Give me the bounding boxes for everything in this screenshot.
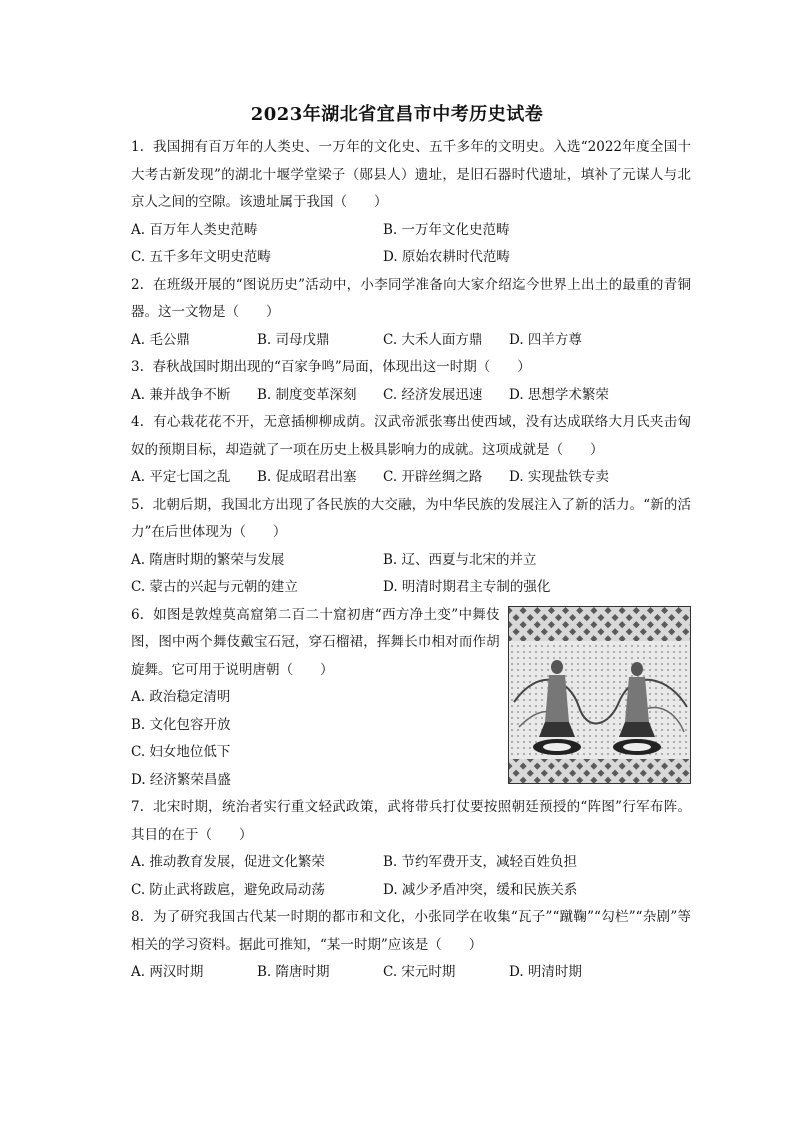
option-row [131, 217, 691, 245]
option-b[interactable]: B. 辽、西夏与北宋的并立 [383, 551, 537, 568]
option-d[interactable]: D. 减少矛盾冲突，缓和民族关系 [383, 881, 578, 898]
question-4 [131, 409, 691, 492]
question-stem: 6. 如图是敦煌莫高窟第二百二十窟初唐“西方净土变”中舞伎图，图中两个舞伎戴宝石冠，穿石榴裙，挥舞长巾相对而作胡旋舞。它可用于说明唐朝（ ） [131, 606, 500, 678]
question-6-text [131, 602, 500, 795]
question-stem: 3. 春秋战国时期出现的“百家争鸣”局面，体现出这一时期（ ） [131, 359, 531, 375]
option-row [131, 849, 691, 877]
option-row [131, 382, 691, 410]
question-stem: 1. 我国拥有百万年的人类史、一万年的文化史、五千多年的文明史。入选“2022年度全国十大考古新发现”的湖北十堰学堂梁子（郧县人）遗址，是旧石器时代遗址，填补了元谋人与北京人之间的空隙。该遗址属于我国（ ） [131, 139, 691, 210]
option-b[interactable]: B. 司母戊鼎 [257, 331, 330, 348]
option-row [131, 547, 691, 575]
option-d[interactable]: D. 原始农耕时代范畴 [383, 249, 510, 265]
question-8 [131, 904, 691, 987]
option-d[interactable]: D. 经济繁荣昌盛 [131, 771, 231, 788]
question-stem: 8. 为了研究我国古代某一时期的都市和文化，小张同学在收集“瓦子”“蹴鞠”“勾栏”“杂剧”等相关的学习资料。据此可推知，“某一时期”应该是（ ） [131, 909, 691, 953]
dunhuang-dancer-mural-image [508, 606, 691, 784]
option-a[interactable]: A. 隋唐时期的繁荣与发展 [131, 551, 285, 568]
option-d[interactable]: D. 明清时期 [509, 964, 582, 980]
option-b[interactable]: B. 促成昭君出塞 [257, 469, 357, 485]
option-c[interactable]: C. 妇女地位低下 [131, 744, 231, 760]
option-c[interactable]: C. 防止武将跋扈，避免政局动荡 [131, 881, 325, 898]
option-c[interactable]: C. 蒙古的兴起与元朝的建立 [131, 579, 298, 595]
option-a[interactable]: A. 政治稳定清明 [131, 689, 231, 705]
option-c[interactable]: C. 大禾人面方鼎 [383, 331, 483, 348]
option-a[interactable]: A. 平定七国之乱 [131, 469, 231, 485]
question-1 [131, 134, 691, 272]
option-b[interactable]: B. 隋唐时期 [257, 964, 330, 980]
option-d[interactable]: D. 实现盐铁专卖 [509, 469, 609, 485]
option-row [131, 959, 691, 987]
option-row [131, 244, 691, 272]
option-row [131, 327, 691, 355]
option-row [131, 877, 691, 905]
option-d[interactable]: D. 思想学术繁荣 [509, 386, 609, 403]
option-row [131, 574, 691, 602]
option-b[interactable]: B. 一万年文化史范畴 [383, 221, 510, 238]
option-a[interactable]: A. 推动教育发展，促进文化繁荣 [131, 854, 325, 870]
option-b[interactable]: B. 文化包容开放 [131, 716, 231, 733]
question-stem: 2. 在班级开展的“图说历史”活动中，小李同学准备向大家介绍迄今世界上出土的最重的青铜器。这一文物是（ ） [131, 276, 691, 320]
option-c[interactable]: C. 五千多年文明史范畴 [131, 249, 271, 265]
question-stem: 5. 北朝后期，我国北方出现了各民族的大交融，为中华民族的发展注入了新的活力。“新的活力”在后世体现为（ ） [131, 496, 691, 540]
question-stem: 4. 有心栽花花不开，无意插柳柳成荫。汉武帝派张骞出使西域，没有达成联络大月氏夹击匈奴的预期目标，却造就了一项在历史上极具影响力的成就。这项成就是（ ） [131, 414, 691, 458]
option-b[interactable]: B. 制度变革深刻 [257, 386, 357, 403]
mural-illustration [509, 607, 691, 783]
option-a[interactable]: A. 毛公鼎 [131, 331, 190, 348]
question-stem: 7. 北宋时期，统治者实行重文轻武政策，武将带兵打仗要按照朝廷预授的“阵图”行军布阵。其目的在于（ ） [131, 799, 691, 843]
option-c[interactable]: C. 宋元时期 [383, 964, 456, 980]
option-a[interactable]: A. 兼并战争不断 [131, 386, 231, 403]
option-row [131, 464, 691, 492]
option-a[interactable]: A. 百万年人类史范畴 [131, 221, 258, 238]
exam-title: 2023年湖北省宜昌市中考历史试卷 [250, 104, 544, 125]
question-2 [131, 272, 691, 355]
option-c[interactable]: C. 开辟丝绸之路 [383, 469, 483, 485]
option-d[interactable]: D. 明清时期君主专制的强化 [383, 579, 551, 595]
question-3 [131, 354, 691, 409]
question-7 [131, 794, 691, 904]
option-d[interactable]: D. 四羊方尊 [509, 331, 582, 348]
question-5 [131, 492, 691, 602]
question-6 [131, 602, 691, 795]
option-a[interactable]: A. 两汉时期 [131, 964, 204, 980]
option-c[interactable]: C. 经济发展迅速 [383, 386, 483, 403]
question-list [131, 134, 691, 987]
option-b[interactable]: B. 节约军费开支，减轻百姓负担 [383, 854, 578, 870]
